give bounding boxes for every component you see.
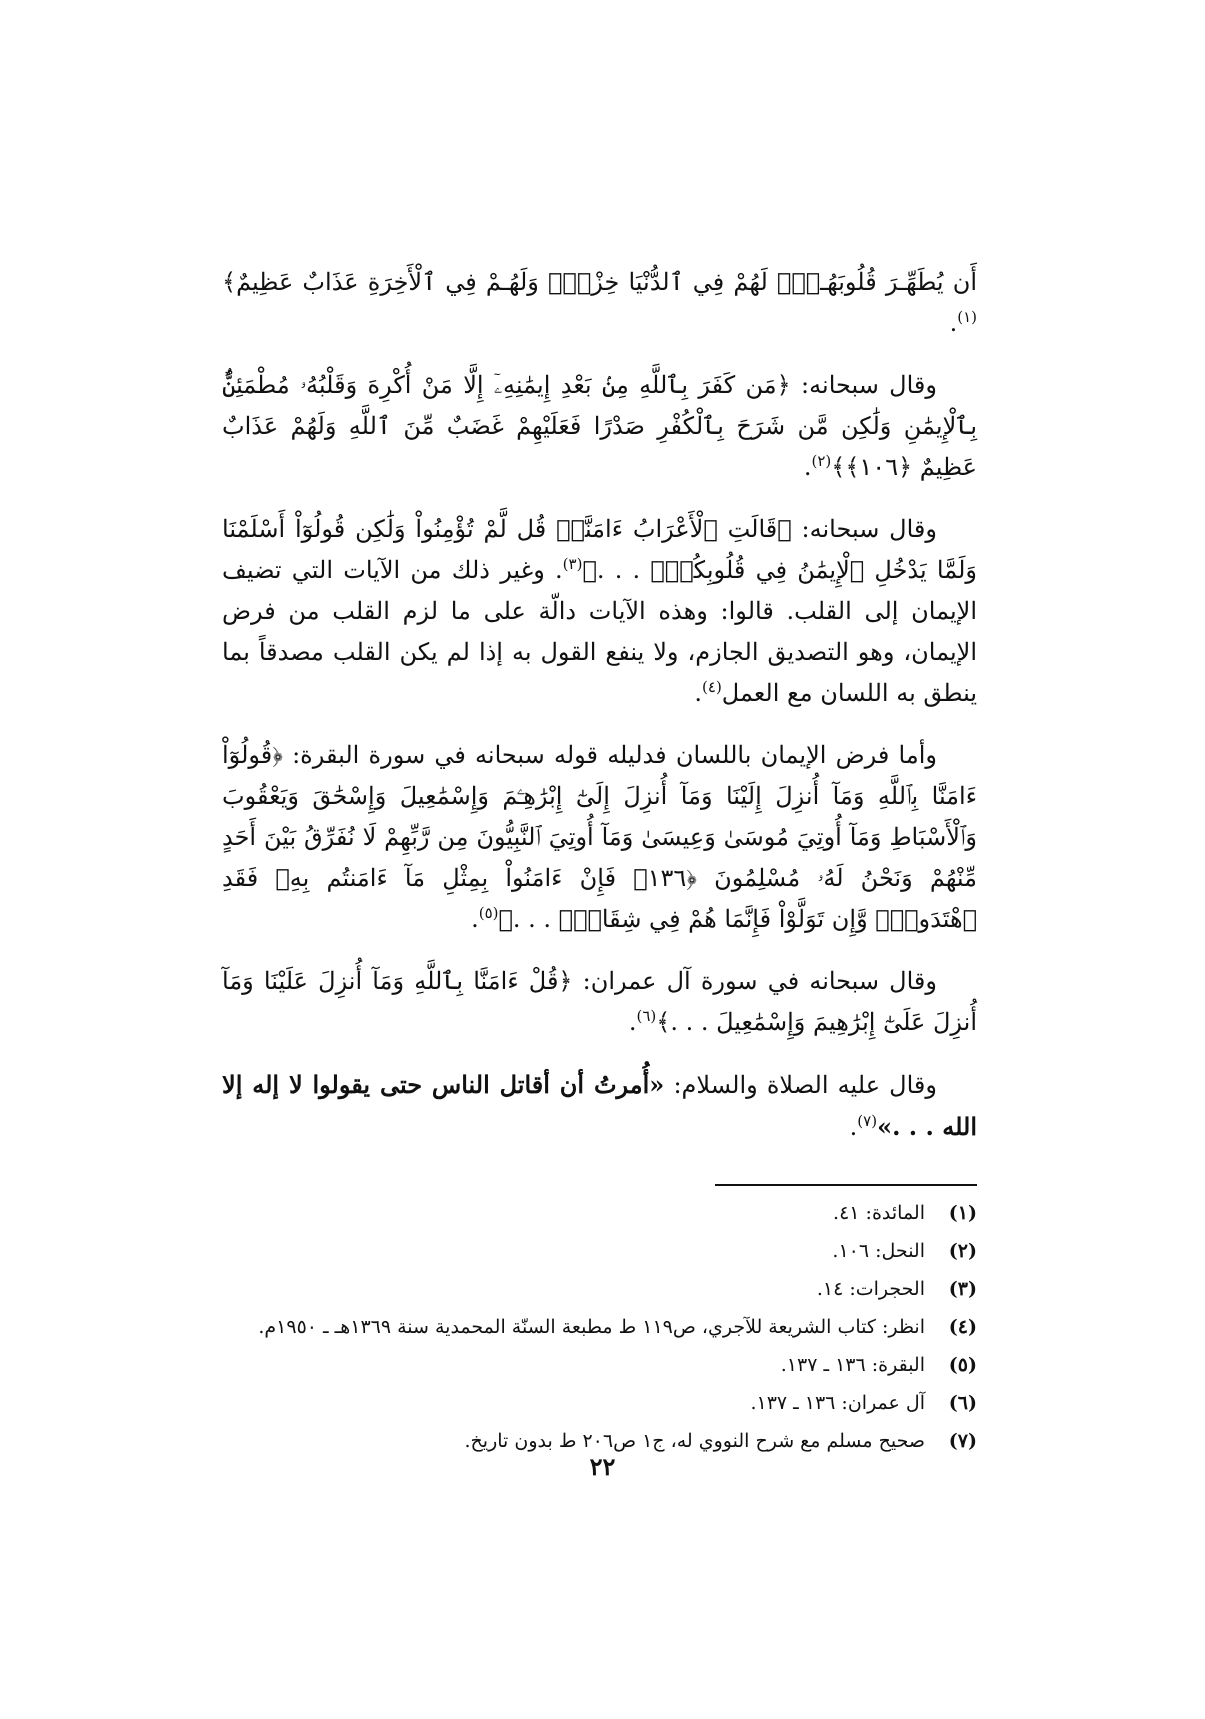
text-run: . <box>628 1008 637 1036</box>
hadith-quote: «أُمرتُ أن أقاتل الناس حتى يقولوا لا إله إلا الله . . .» <box>222 1070 977 1141</box>
footnote-1 <box>222 1198 977 1229</box>
text-run: وقال سبحانه: ﴿مَن كَفَرَ بِٱللَّهِ مِنۢ بَعْدِ إِيمَٰنِهِۦٓ إِلَّا مَنْ أُكْرِهَ وَقَلْبُهُۥ مُطْمَئِنٌّۢ بِٱلْإِيمَٰنِ وَلَٰكِن مَّن شَرَحَ بِٱلْكُفْرِ صَدْرًا فَعَلَيْهِمْ غَضَبٌ مِّنَ ٱللَّهِ وَلَهُمْ عَذَابٌ عَظِيمٌ ﴿١٠٦﴾﴾ <box>222 371 977 481</box>
text-run: . <box>849 1113 858 1141</box>
footnote-2 <box>222 1236 977 1267</box>
footnote-4 <box>222 1312 977 1343</box>
footnote-text: انظر: كتاب الشريعة للآجري، ص١١٩ ط مطبعة السنّة المحمدية سنة ١٣٦٩هـ ـ ١٩٥٠م. <box>258 1316 925 1338</box>
footnote-ref[interactable]: (٤) <box>702 678 722 696</box>
text-run: وقال عليه الصلاة والسلام: <box>664 1071 937 1099</box>
footnote-number: (٥) <box>948 1354 977 1376</box>
footnote-5 <box>222 1350 977 1381</box>
paragraph-3 <box>222 509 977 714</box>
quran-verse: أَن يُطَهِّـرَ قُلُوبَهُـمْۚ لَهُمْ فِي ٱلدُّنْيَا خِزْيٌۖ وَلَهُـمْ فِي ٱلْأَخِرَةِ عَذَابٌ عَظِيمٌ﴾ <box>222 268 977 296</box>
paragraph-2 <box>222 365 977 488</box>
paragraph-6 <box>222 1064 977 1148</box>
footnote-text: الحجرات: ١٤. <box>816 1278 925 1300</box>
footnote-ref[interactable]: (١) <box>957 308 977 326</box>
paragraph-5 <box>222 961 977 1043</box>
text-run: . <box>694 679 703 707</box>
footnote-text: البقرة: ١٣٦ ـ ١٣٧. <box>780 1354 925 1376</box>
paragraph-4 <box>222 735 977 940</box>
footnote-number: (٤) <box>948 1316 977 1338</box>
footnote-number: (٧) <box>948 1430 977 1452</box>
footnote-number: (٢) <box>948 1240 977 1262</box>
footnote-number: (٦) <box>948 1392 977 1414</box>
text-run: . <box>471 905 479 933</box>
footnote-text: المائدة: ٤١. <box>833 1202 925 1224</box>
footnote-ref[interactable]: (٣) <box>562 555 583 573</box>
footnote-text: النحل: ١٠٦. <box>832 1240 925 1262</box>
footnote-ref[interactable]: (٢) <box>811 452 832 470</box>
body-text <box>222 262 977 1148</box>
footnote-3 <box>222 1274 977 1305</box>
text-run: وقال سبحانه: ﴿قَالَتِ ٱلْأَعْرَابُ ءَامَنَّاۖ قُل لَّمْ تُؤْمِنُواْ وَلَٰكِن قُولُوٓاْ أَسْلَمْنَا وَلَمَّا يَدْخُلِ ٱلْإِيمَٰنُ فِي قُلُوبِكُمْۖ . . .﴾ <box>222 515 978 584</box>
footnote-text: آل عمران: ١٣٦ ـ ١٣٧. <box>750 1392 925 1414</box>
footnote-number: (٣) <box>948 1278 977 1300</box>
text-run: . <box>803 453 812 481</box>
footnote-ref[interactable]: (٧) <box>857 1112 878 1130</box>
footnote-text: صحيح مسلم مع شرح النووي له، ج١ ص٢٠٦ ط بدون تاريخ. <box>464 1430 925 1452</box>
page-number: ٢٢ <box>589 1452 616 1481</box>
text-run: . <box>949 309 958 337</box>
text-run: وأما فرض الإيمان باللسان فدليله قوله سبحانه في سورة البقرة: ﴿قُولُوٓاْ ءَامَنَّا بِٱللَّهِ وَمَآ أُنزِلَ إِلَيْنَا وَمَآ أُنزِلَ إِلَىٰٓ إِبْرَٰهِـۧمَ وَإِسْمَٰعِيلَ وَإِسْحَٰقَ وَيَعْقُوبَ وَٱلْأَسْبَاطِ وَمَآ أُوتِيَ مُوسَىٰ وَعِيسَىٰ وَمَآ أُوتِيَ ٱلنَّبِيُّونَ مِن رَّبِّهِمْ لَا نُفَرِّقُ بَيْنَ أَحَدٍ مِّنْهُمْ وَنَحْنُ لَهُۥ مُسْلِمُونَ ﴿١٣٦﴾ فَإِنْ ءَامَنُواْ بِمِثْلِ مَآ ءَامَنتُم بِهِۦ فَقَدِ ٱهْتَدَواْۖ وَّإِن تَوَلَّوْاْ فَإِنَّمَا هُمْ فِي شِقَاقٍۖ . . .﴾ <box>222 741 977 933</box>
footnote-ref[interactable]: (٥) <box>478 904 499 922</box>
text-run: . وغير ذلك من الآيات التي تضيف الإيمان إلى القلب. قالوا: وهذه الآيات دالّة على ما لزم القلب من فرض الإيمان، وهو التصديق الجازم، ولا ينفع القول به إذا لم يكن القلب مصدقاً بما ينطق به اللسان مع العمل <box>222 556 977 707</box>
footnote-divider <box>715 1184 977 1186</box>
paragraph-1 <box>222 262 977 344</box>
text-run: وقال سبحانه في سورة آل عمران: ﴿قُلْ ءَامَنَّا بِٱللَّهِ وَمَآ أُنزِلَ عَلَيْنَا وَمَآ أُنزِلَ عَلَىٰٓ إِبْرَٰهِيمَ وَإِسْمَٰعِيلَ . . .﴾ <box>222 967 977 1036</box>
footnote-6 <box>222 1388 977 1419</box>
footnote-number: (١) <box>948 1202 977 1224</box>
footnote-ref[interactable]: (٦) <box>636 1007 657 1025</box>
footnotes-list <box>222 1198 977 1457</box>
